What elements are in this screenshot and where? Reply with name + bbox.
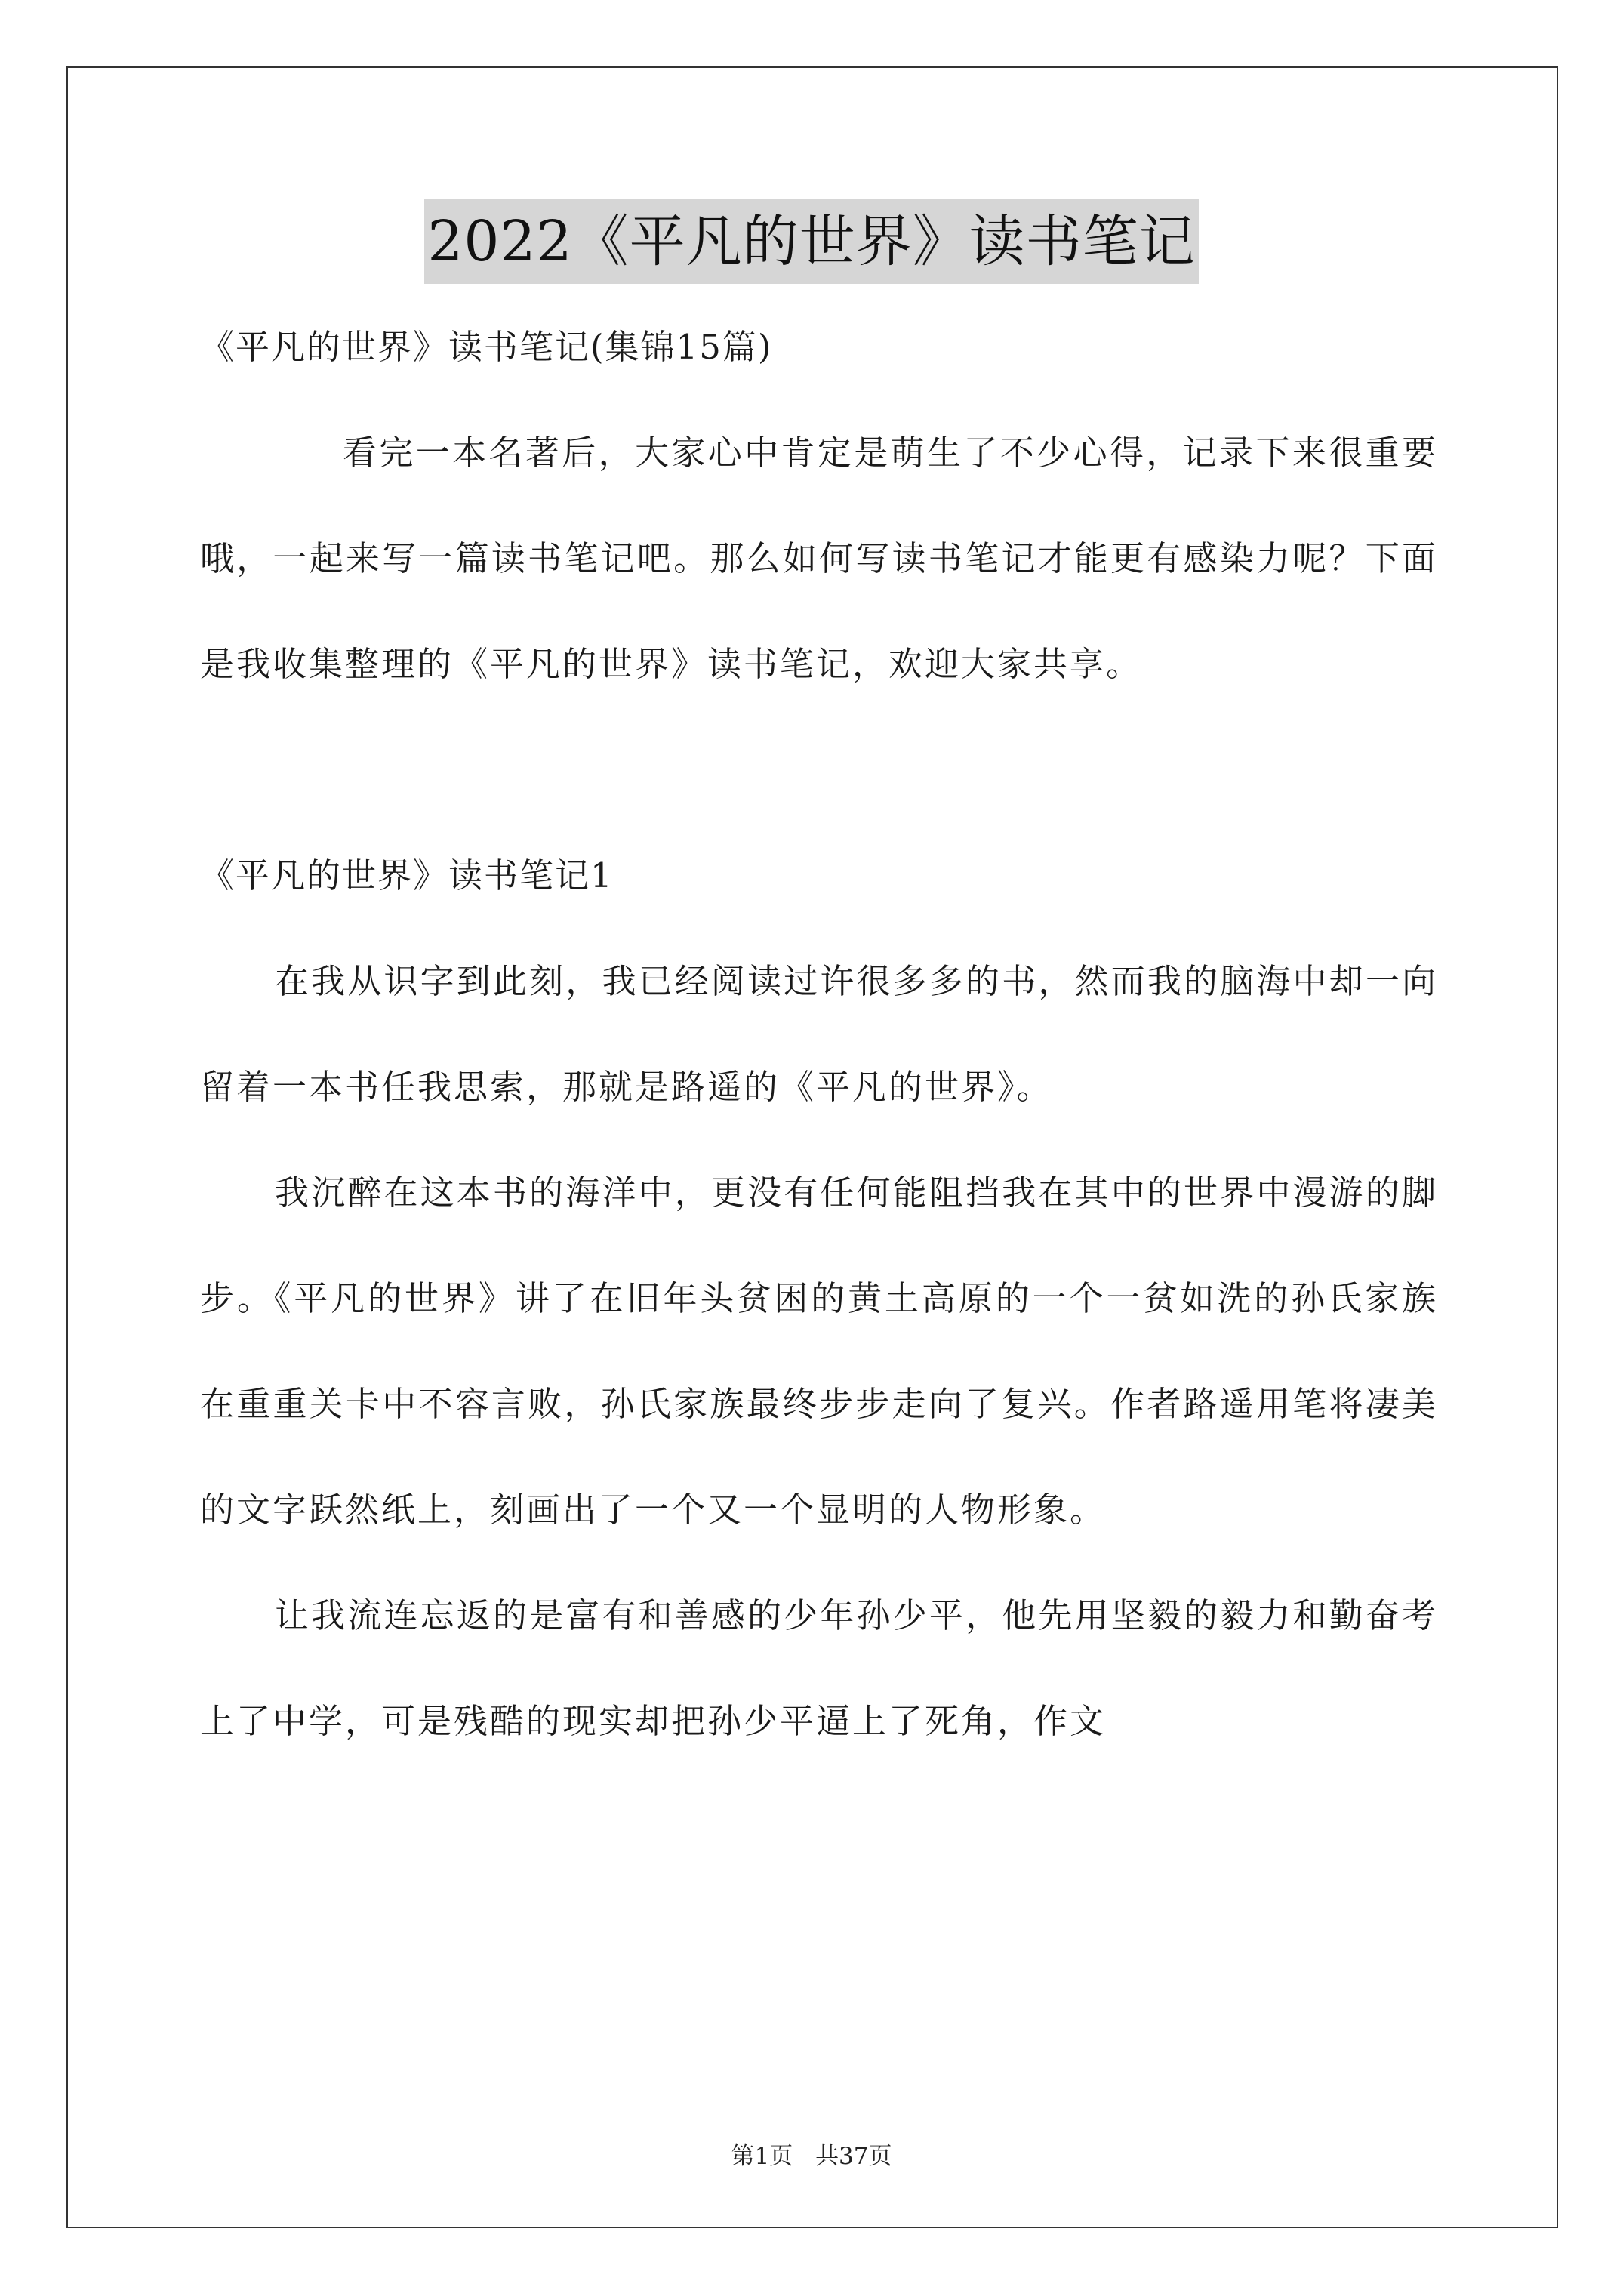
document-subtitle: 《平凡的世界》读书笔记(集锦15篇) [200, 327, 773, 367]
page-number: 第1页 [731, 2143, 793, 2170]
page-footer [0, 2137, 1623, 2171]
body-paragraph: 我沉醉在这本书的海洋中，更没有任何能阻挡我在其中的世界中漫游的脚步。《平凡的世界》讲了在旧年头贫困的黄土高原的一个一贫如洗的孙氏家族在重重关卡中不容言败，孙氏家族最终步步走向了复兴。作者路遥用笔将凄美的文字跃然纸上，刻画出了一个又一个显明的人物形象。 [200, 1173, 1438, 1530]
intro-paragraph: 看完一本名著后，大家心中肯定是萌生了不少心得，记录下来很重要哦，一起来写一篇读书笔记吧。那么如何写读书笔记才能更有感染力呢？下面是我收集整理的《平凡的世界》读书笔记，欢迎大家共享。 [200, 433, 1438, 684]
section-heading: 《平凡的世界》读书笔记1 [200, 855, 614, 895]
title-container [0, 199, 1623, 284]
body-paragraph: 让我流连忘返的是富有和善感的少年孙少平，他先用坚毅的毅力和勤奋考上了中学，可是残酷的现实却把孙少平逼上了死角，作文 [200, 1595, 1438, 1741]
page-total: 共37页 [815, 2143, 892, 2170]
body-paragraph: 在我从识字到此刻，我已经阅读过许很多多的书，然而我的脑海中却一向留着一本书任我思索，那就是路遥的《平凡的世界》。 [200, 961, 1438, 1107]
document-body [200, 294, 1438, 1774]
document-title: 2022《平凡的世界》读书笔记 [424, 199, 1198, 284]
